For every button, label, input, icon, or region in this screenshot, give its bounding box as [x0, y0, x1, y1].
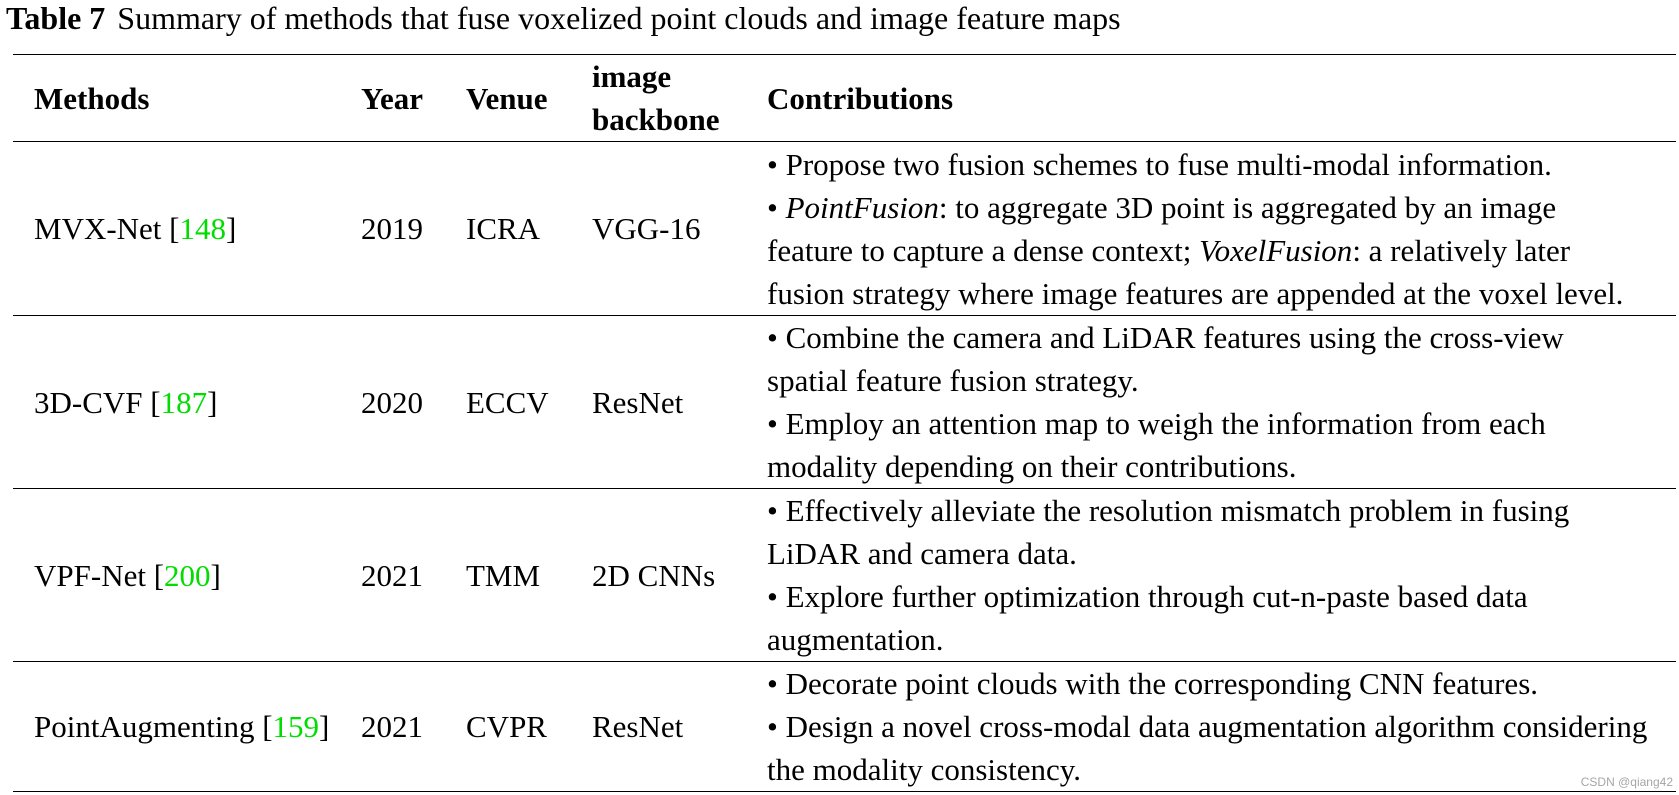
year-cell: 2019 — [361, 211, 423, 246]
table-row — [13, 662, 1676, 792]
backbone-cell: 2D CNNs — [592, 557, 716, 593]
header-backbone-line: backbone — [592, 102, 720, 137]
contribution-line — [767, 748, 1676, 791]
contribution-line — [767, 272, 1676, 315]
contributions-cell — [754, 142, 1676, 316]
contribution-text: spatial feature fusion strategy. — [767, 363, 1139, 398]
contribution-text: • — [767, 189, 786, 225]
header-contributions: Contributions — [767, 80, 954, 116]
contribution-text: LiDAR and camera data. — [767, 536, 1077, 571]
contribution-line — [767, 575, 1676, 618]
contribution-text: feature to capture a dense context; — [767, 232, 1200, 268]
method-cell — [13, 316, 348, 489]
header-venue: Venue — [466, 80, 548, 116]
contribution-text: • Design a novel cross-modal data augmentation algorithm considering — [767, 709, 1648, 744]
caption-text: Summary of methods that fuse voxelized point clouds and image feature maps — [117, 0, 1121, 36]
header-methods: Methods — [34, 80, 150, 116]
contribution-text: fusion strategy where image features are appended at the voxel level. — [767, 275, 1624, 311]
contribution-text: • Propose two fusion schemes to fuse multi-modal information. — [767, 146, 1552, 182]
venue-cell: ICRA — [466, 211, 541, 246]
header-row — [13, 55, 1676, 142]
year-cell: 2021 — [361, 557, 423, 593]
contribution-line — [767, 186, 1676, 229]
citation-link[interactable]: 187 — [160, 384, 208, 420]
citation-link[interactable]: 159 — [272, 709, 320, 744]
method-cell — [13, 489, 348, 662]
contribution-line — [767, 359, 1676, 402]
table-row — [13, 316, 1676, 489]
citation-bracket-open: [ — [150, 384, 161, 420]
contribution-line — [767, 229, 1676, 272]
citation-bracket-close: ] — [210, 557, 221, 593]
table-row — [13, 489, 1676, 662]
table-row — [13, 142, 1676, 316]
backbone-cell: ResNet — [592, 709, 684, 744]
header-image-backbone — [579, 55, 754, 142]
contribution-text: • Explore further optimization through cut-n-paste based data — [767, 579, 1528, 614]
contribution-text: modality depending on their contributions. — [767, 449, 1297, 484]
backbone-cell: VGG-16 — [592, 211, 701, 246]
contribution-line — [767, 143, 1676, 186]
contribution-line — [767, 618, 1676, 661]
summary-table — [13, 54, 1676, 792]
citation-link[interactable]: 200 — [164, 557, 211, 593]
contribution-term: PointFusion — [785, 189, 939, 225]
contribution-line — [767, 532, 1676, 575]
contribution-text: : to aggregate 3D point is aggregated by an image — [938, 189, 1557, 225]
caption-label: Table 7 — [6, 0, 106, 36]
method-cell — [13, 142, 348, 316]
year-cell: 2021 — [361, 709, 423, 744]
method-cell — [13, 662, 348, 792]
contributions-cell — [754, 662, 1676, 792]
contribution-line — [767, 445, 1676, 488]
citation-bracket-close: ] — [207, 384, 218, 420]
citation-bracket-open: [ — [169, 211, 180, 246]
contribution-term: VoxelFusion — [1199, 232, 1353, 268]
method-name: 3D-CVF — [34, 384, 143, 420]
contributions-cell — [754, 489, 1676, 662]
contribution-text: • Effectively alleviate the resolution mismatch problem in fusing — [767, 493, 1570, 528]
contributions-cell — [754, 316, 1676, 489]
contribution-line — [767, 705, 1676, 748]
citation-bracket-close: ] — [319, 709, 330, 744]
citation-bracket-open: [ — [262, 709, 273, 744]
contribution-text: : a relatively later — [1352, 232, 1571, 268]
header-backbone-line: image — [592, 59, 672, 94]
contribution-text: • Decorate point clouds with the corresponding CNN features. — [767, 666, 1539, 701]
backbone-cell: ResNet — [592, 384, 684, 420]
watermark: CSDN @qiang42 — [1580, 775, 1673, 789]
contribution-line — [767, 489, 1676, 532]
contribution-line — [767, 402, 1676, 445]
contribution-text: • Employ an attention map to weigh the information from each — [767, 406, 1546, 441]
venue-cell: TMM — [466, 557, 541, 593]
citation-bracket-open: [ — [153, 557, 165, 593]
contribution-text: the modality consistency. — [767, 752, 1081, 787]
method-name: VPF-Net — [34, 557, 146, 593]
contribution-text: • Combine the camera and LiDAR features using the cross-view — [767, 320, 1564, 355]
venue-cell: ECCV — [466, 384, 549, 420]
citation-link[interactable]: 148 — [179, 211, 226, 246]
contribution-line — [767, 316, 1676, 359]
year-cell: 2020 — [361, 384, 423, 420]
method-name: PointAugmenting — [34, 709, 255, 744]
venue-cell: CVPR — [466, 709, 547, 744]
method-name: MVX-Net — [34, 211, 162, 246]
table-caption — [6, 0, 1121, 36]
header-year: Year — [361, 80, 423, 116]
citation-bracket-close: ] — [226, 211, 237, 246]
contribution-text: augmentation. — [767, 622, 944, 657]
contribution-line — [767, 662, 1676, 705]
